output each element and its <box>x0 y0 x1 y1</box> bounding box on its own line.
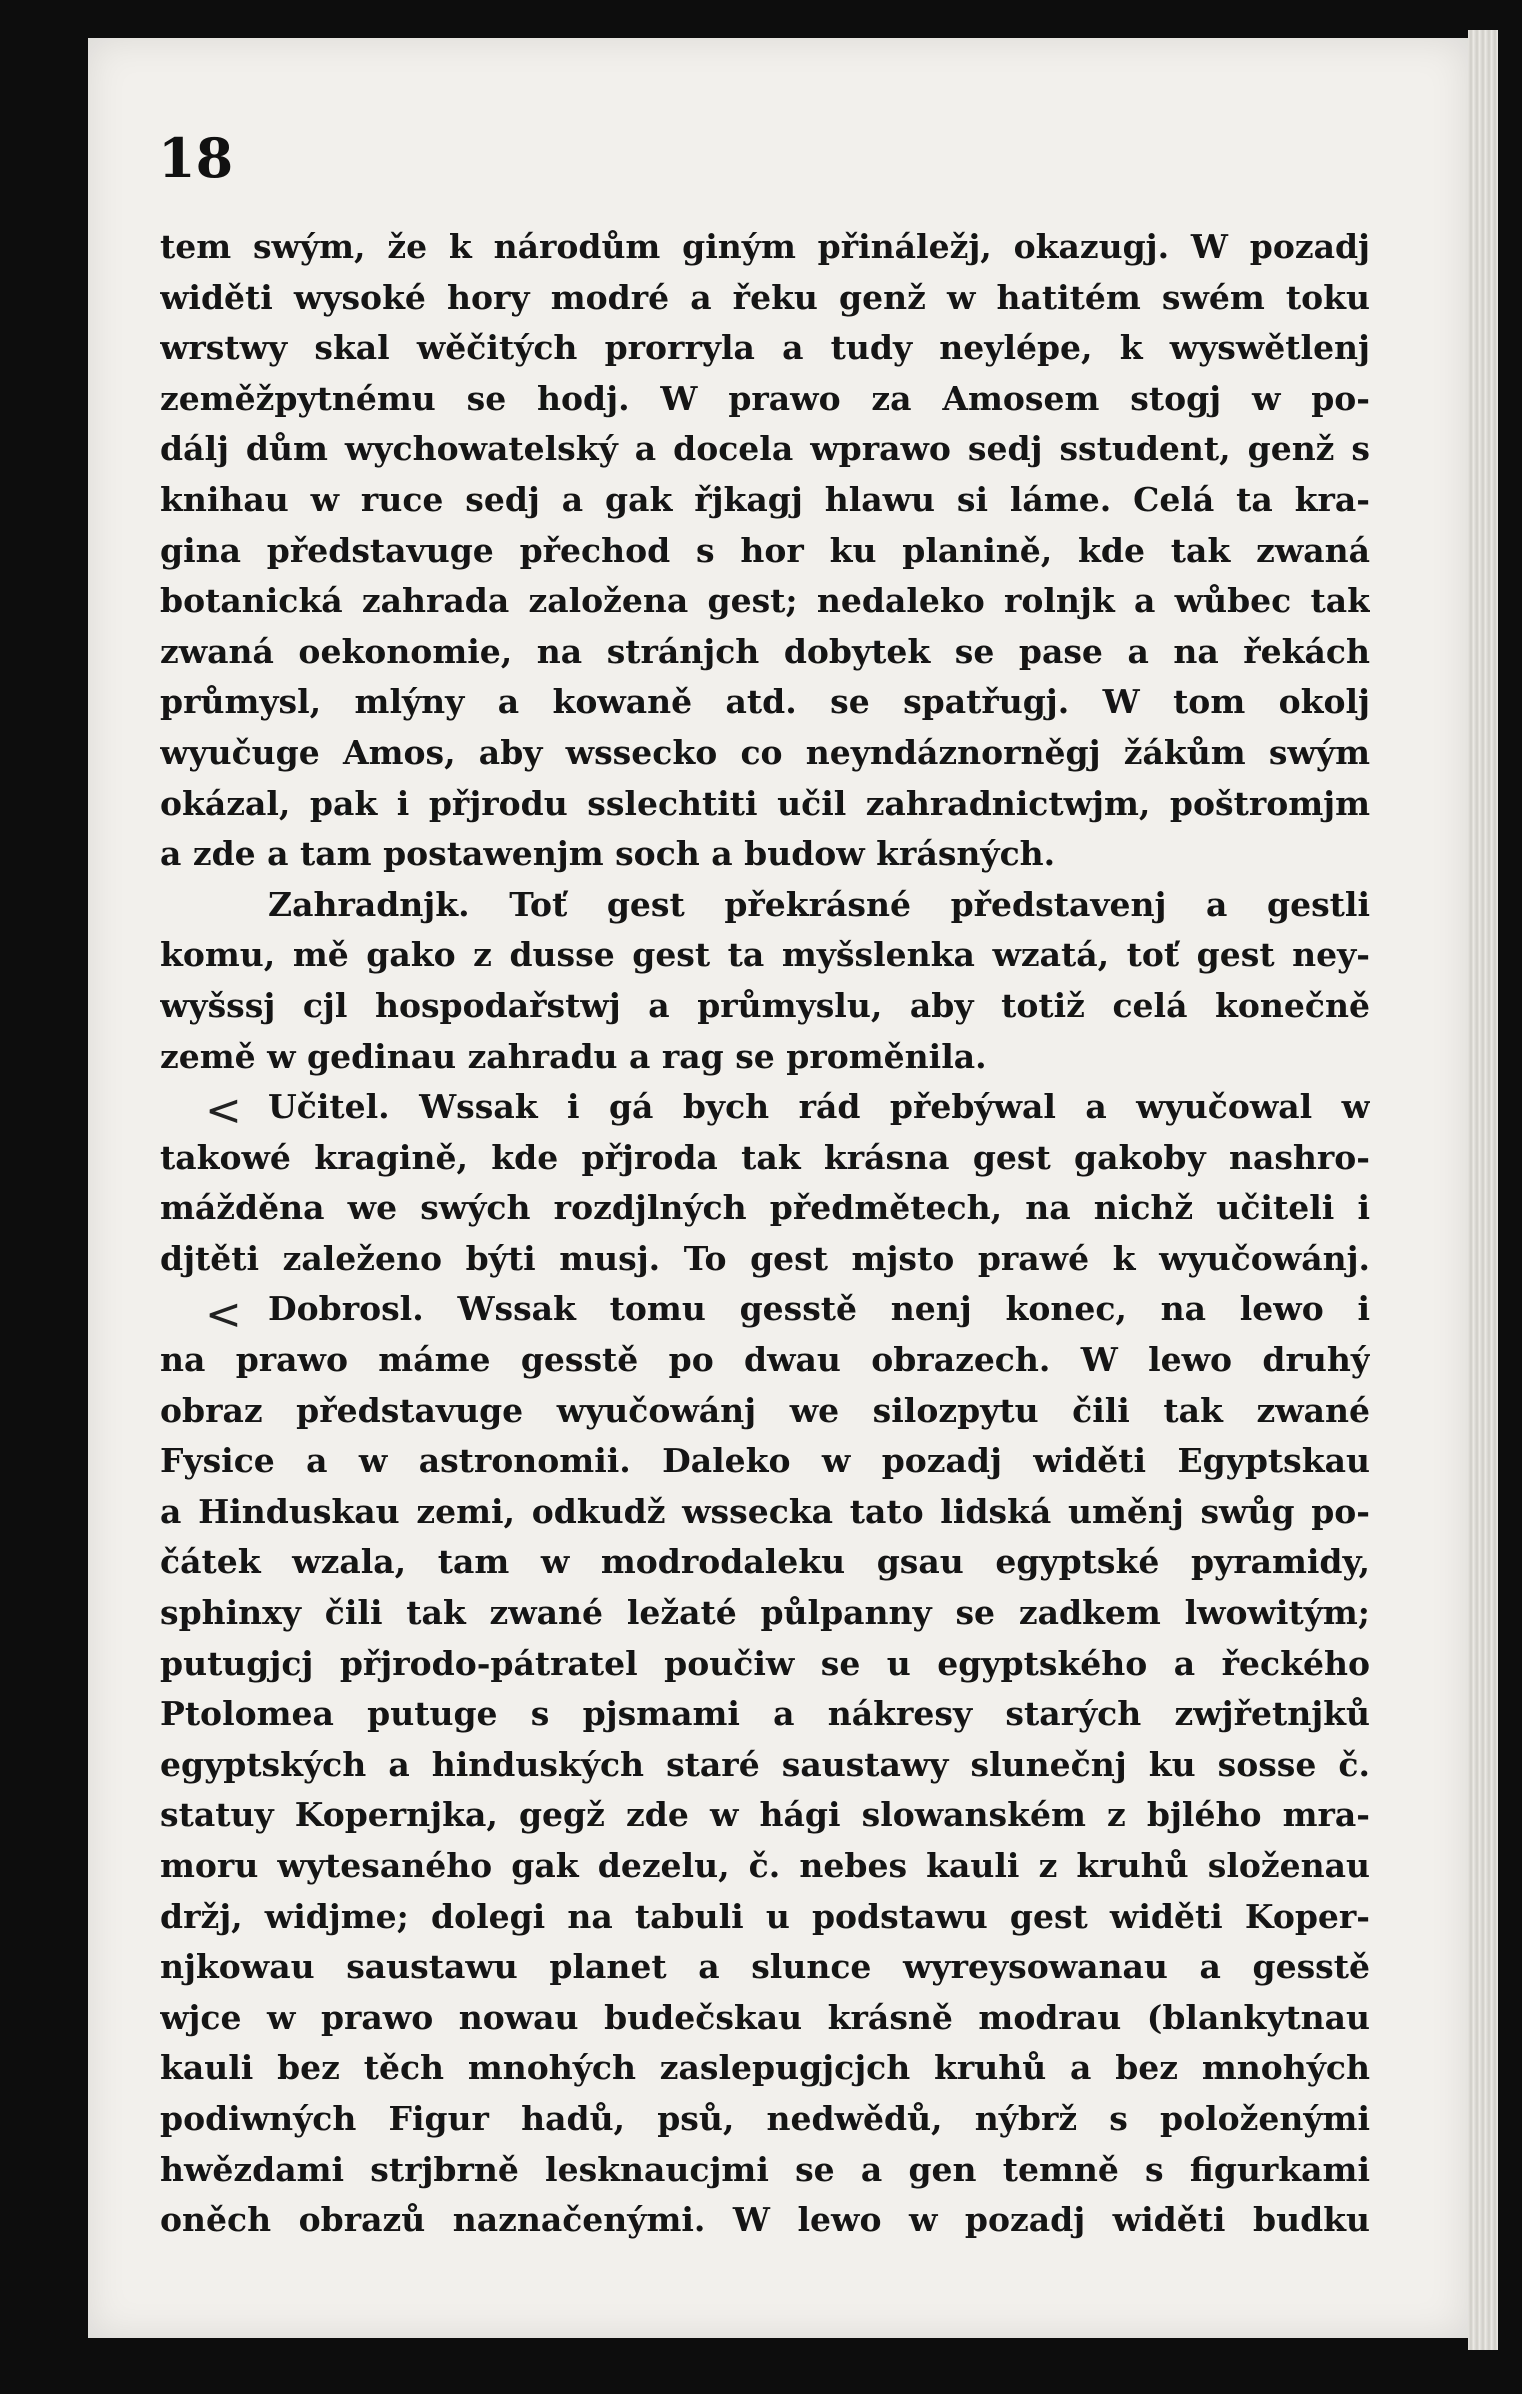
text-line: zeměžpytnému se hodj. W prawo za Amosem stogj w po- <box>160 378 1370 418</box>
text-line: botanická zahrada založena gest; nedaleko rolnjk a wůbec tak <box>160 581 1370 621</box>
text-line: komu, mě gako z dusse gest ta myšslenka wzatá, toť gest ney- <box>160 935 1370 975</box>
text-line: djtěti zaleženo býti musj. To gest mjsto prawé k wyučowánj. <box>160 1238 1370 1278</box>
handwritten-margin-mark: < <box>205 1085 242 1136</box>
text-line: Fysice a w astronomii. Daleko w pozadj widěti Egyptskau <box>160 1441 1370 1481</box>
text-line: widěti wysoké hory modré a řeku genž w hatitém swém toku <box>160 277 1370 317</box>
text-line: mážděna we swých rozdjlných předmětech, na nichž učiteli i <box>160 1188 1370 1228</box>
text-line: průmysl, mlýny a kowaně atd. se spatřugj. W tom okolj <box>160 682 1370 722</box>
text-line: tem swým, že k národům giným přináležj, okazugj. W pozadj <box>160 227 1370 266</box>
text-line: hwězdami strjbrně lesknaucjmi se a gen temně s figurkami <box>160 2149 1370 2189</box>
text-line: wyučuge Amos, aby wssecko co neyndáznorněgj žákům swým <box>160 732 1370 772</box>
body-text <box>160 222 1370 2246</box>
text-line: wjce w prawo nowau budečskau krásně modrau (blankytnau <box>160 1997 1370 2037</box>
text-line: a zde a tam postawenjm soch a budow krásných. <box>160 834 1056 874</box>
text-line: čátek wzala, tam w modrodaleku gsau egyptské pyramidy, <box>160 1542 1370 1582</box>
text-line: oněch obrazů naznačenými. W lewo w pozadj widěti budku <box>160 2200 1370 2240</box>
page-edge <box>1468 30 1498 2350</box>
text-line: putugjcj přjrodo-pátratel poučiw se u egyptského a řeckého <box>160 1643 1370 1683</box>
text-line: sphinxy čili tak zwané ležaté půlpanny se zadkem lwowitým; <box>160 1593 1370 1633</box>
speaker-line-dobrosl: Dobrosl. Wssak tomu gesstě nenj konec, na lewo i <box>268 1289 1370 1329</box>
text-line: kauli bez těch mnohých zaslepugjcjch kruhů a bez mnohých <box>160 2048 1370 2088</box>
text-line: zwaná oekonomie, na stránjch dobytek se pase a na řekách <box>160 631 1370 671</box>
text-line: dálj dům wychowatelský a docela wprawo sedj sstudent, genž s <box>160 429 1370 469</box>
text-line: obraz představuge wyučowánj we silozpytu čili tak zwané <box>160 1390 1370 1430</box>
text-line: statuy Kopernjka, gegž zde w hági slowanském z bjlého mra- <box>160 1795 1370 1835</box>
page-number: 18 <box>158 126 234 190</box>
text-line: držj, widjme; dolegi na tabuli u podstawu gest widěti Koper- <box>160 1896 1370 1936</box>
text-line: země w gedinau zahradu a rag se proměnila. <box>160 1036 987 1076</box>
text-line: a Hinduskau zemi, odkudž wssecka tato lidská uměnj swůg po- <box>160 1491 1370 1531</box>
text-line: wyšssj cjl hospodařstwj a průmyslu, aby totiž celá konečně <box>160 985 1370 1025</box>
text-line: okázal, pak i přjrodu sslechtiti učil zahradnictwjm, poštromjm <box>160 783 1370 823</box>
text-line: moru wytesaného gak dezelu, č. nebes kauli z kruhů složenau <box>160 1846 1370 1885</box>
text-line: knihau w ruce sedj a gak řjkagj hlawu si láme. Celá ta kra- <box>160 479 1370 519</box>
text-line: egyptských a hinduských staré saustawy slunečnj ku sosse č. <box>160 1744 1370 1784</box>
speaker-line-zahradnik: Zahradnjk. Toť gest překrásné představenj a gestli <box>268 884 1370 924</box>
handwritten-margin-mark: < <box>205 1289 242 1340</box>
text-line: njkowau saustawu planet a slunce wyreysowanau a gesstě <box>160 1947 1370 1987</box>
text-line: Ptolomea putuge s pjsmami a nákresy starých zwjřetnjků <box>160 1694 1370 1734</box>
text-line: wrstwy skal wěčitých prorryla a tudy neylépe, k wyswětlenj <box>160 328 1370 368</box>
speaker-line-ucitel: Učitel. Wssak i gá bych rád přebýwal a wyučowal w <box>268 1087 1370 1127</box>
text-line: gina představuge přechod s hor ku planině, kde tak zwaná <box>160 530 1370 570</box>
text-line: takowé kragině, kde přjroda tak krásna gest gakoby nashro- <box>160 1137 1370 1177</box>
text-line: podiwných Figur hadů, psů, nedwědů, nýbrž s položenými <box>160 2098 1370 2138</box>
text-line: na prawo máme gesstě po dwau obrazech. W lewo druhý <box>160 1340 1370 1380</box>
